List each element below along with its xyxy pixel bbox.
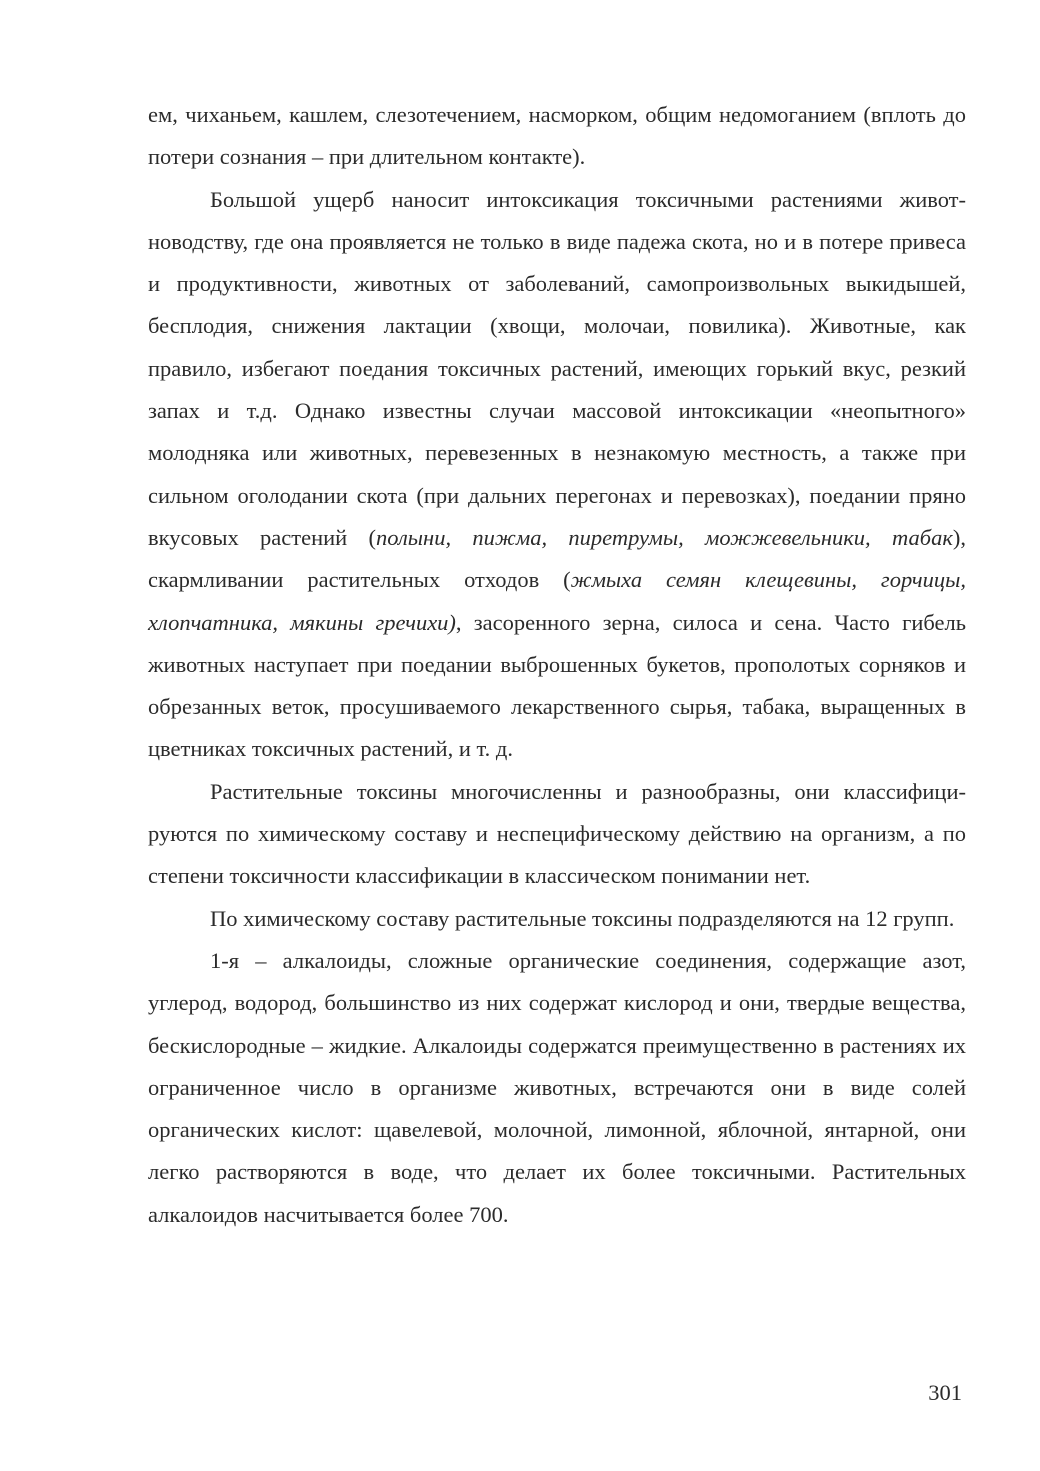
paragraph-continuation: ем, чиханьем, кашлем, слезотечением, насморком, общим недомоганием (вплоть до потери сознания – при длительном контакте). [148, 102, 966, 170]
paragraph-text-segment: , засоренного зерна, силоса и сена. Часто гибель животных наступает при поедании выброшенных букетов, прополотых сорняков и обрезанных веток, просушиваемого лекарственного сырья, табака, выращенных в цветниках токсичных растений, и т. д. [148, 609, 966, 762]
paragraph-italic-segment: жмыха семян клещевины, горчицы, хлопчатника, мякины гречихи) [148, 567, 966, 635]
paragraph-toxin-classification: Растительные токсины многочисленны и разнообразны, они классифицируются по химическому составу и неспецифическому действию на организм, а по степени токсичности классификации в классическом понимании нет. [148, 778, 966, 889]
paragraph-alkaloids: 1-я – алкалоиды, сложные органические соединения, содержащие азот, углерод, водород, большинство из них содержат кислород и они, твердые вещества, бескислородные – жидкие. Алкалоиды содержатся преимущественно в растениях их ограниченное число в организме животных, встречаются они в виде солей органических кислот: щавелевой, молочной, лимонной, яблочной, янтарной, они легко растворяются в воде, что делает их более токсичными. Растительных алкалоидов насчитывается более 700. [148, 947, 966, 1227]
paragraph-text-segment: Большой ущерб наносит интоксикация токсичными растениями животноводству, где она проявляется не только в виде падежа скота, но и в потере привеса и продуктивности, животных от заболеваний, самопроизвольных выкидышей, бесплодия, снижения лактации (хвощи, молочаи, повилика). Животные, как правило, избегают поедания токсичных растений, имеющих горький вкус, резкий запах и т.д. Однако известны случаи массовой интоксикации «неопытного» молодняка или животных, перевезенных в незнакомую местность, а также при сильном оголодании скота (при дальних перегонах и перевозках), поедании пряно вкусовых растений ( [148, 186, 966, 550]
page-number: 301 [928, 1380, 962, 1405]
paragraph-text-segment: ), скармливании растительных отходов ( [148, 524, 967, 593]
paragraph-italic-segment: полыни, пижма, пиретрумы, можжевельники, табак [376, 524, 953, 550]
document-page [148, 94, 966, 1236]
paragraph-plant-intoxication [148, 179, 966, 771]
paragraph-chemical-groups: По химическому составу растительные токсины подразделяются на 12 групп. [210, 905, 955, 931]
